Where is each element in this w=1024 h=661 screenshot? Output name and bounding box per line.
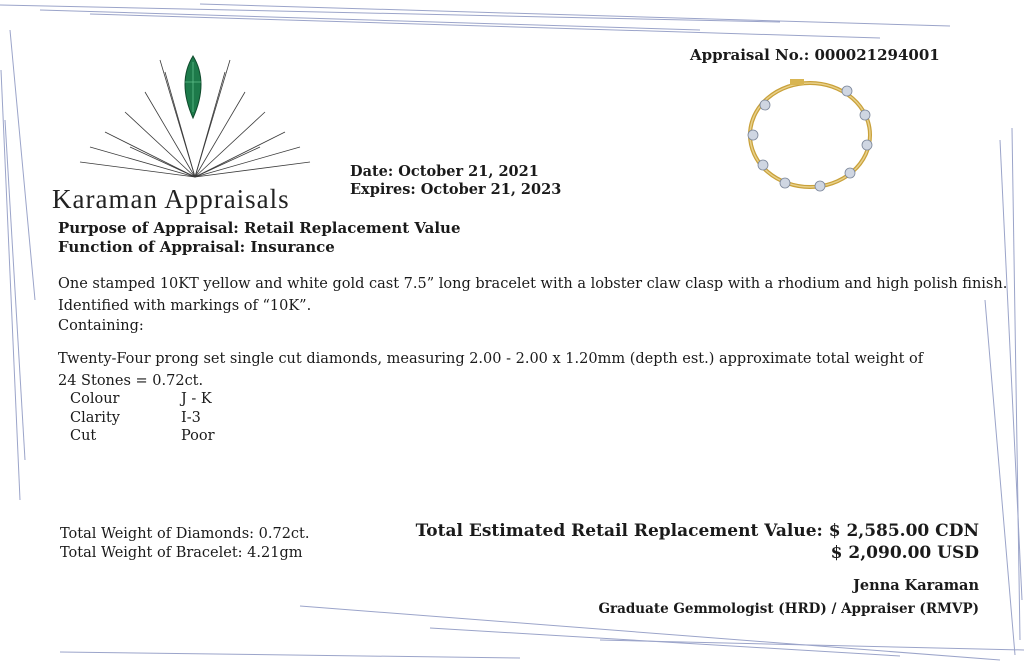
diamonds-total: 24 Stones = 0.72ct.: [58, 373, 204, 389]
description-line-3: Containing:: [58, 318, 144, 334]
appraiser-name: Jenna Karaman: [853, 577, 979, 594]
description-line-1: One stamped 10KT yellow and white gold cast 7.5” long bracelet with a lobster claw clasp with a rhodium and high polish finish.: [58, 276, 1008, 292]
expiry-date: Expires: October 21, 2023: [350, 181, 562, 198]
spec-label-clarity: Clarity: [70, 410, 120, 426]
description-line-2: Identified with markings of “10K”.: [58, 298, 312, 314]
brand-name: Karaman Appraisals: [52, 184, 290, 214]
spec-label-colour: Colour: [70, 391, 120, 407]
total-value-label: Total Estimated Retail Replacement Value:: [415, 521, 823, 541]
diamonds-description: Twenty-Four prong set single cut diamonds, measuring 2.00 - 2.00 x 1.20mm (depth est.) approximate total weight of: [58, 351, 924, 367]
function-of-appraisal: Function of Appraisal: Insurance: [58, 238, 335, 256]
appraisal-number: Appraisal No.: 000021294001: [690, 46, 940, 64]
appraisal-date: Date: October 21, 2021: [350, 163, 539, 180]
spec-value-cut: Poor: [181, 428, 215, 444]
total-value: [416, 521, 979, 541]
total-weight-diamonds: Total Weight of Diamonds: 0.72ct.: [60, 526, 310, 542]
spec-value-colour: J - K: [181, 391, 212, 407]
purpose-of-appraisal: Purpose of Appraisal: Retail Replacement Value: [58, 219, 461, 237]
total-weight-bracelet: Total Weight of Bracelet: 4.21gm: [60, 545, 303, 561]
spec-label-cut: Cut: [70, 428, 97, 444]
logo-emerald-icon: [70, 52, 320, 192]
spec-value-clarity: I-3: [181, 410, 201, 426]
bracelet-photo-icon: [735, 65, 885, 205]
total-value-cdn: $ 2,585.00 CDN: [828, 521, 979, 541]
appraiser-title: Graduate Gemmologist (HRD) / Appraiser (RMVP): [598, 601, 979, 617]
total-value-usd: $ 2,090.00 USD: [830, 543, 979, 563]
